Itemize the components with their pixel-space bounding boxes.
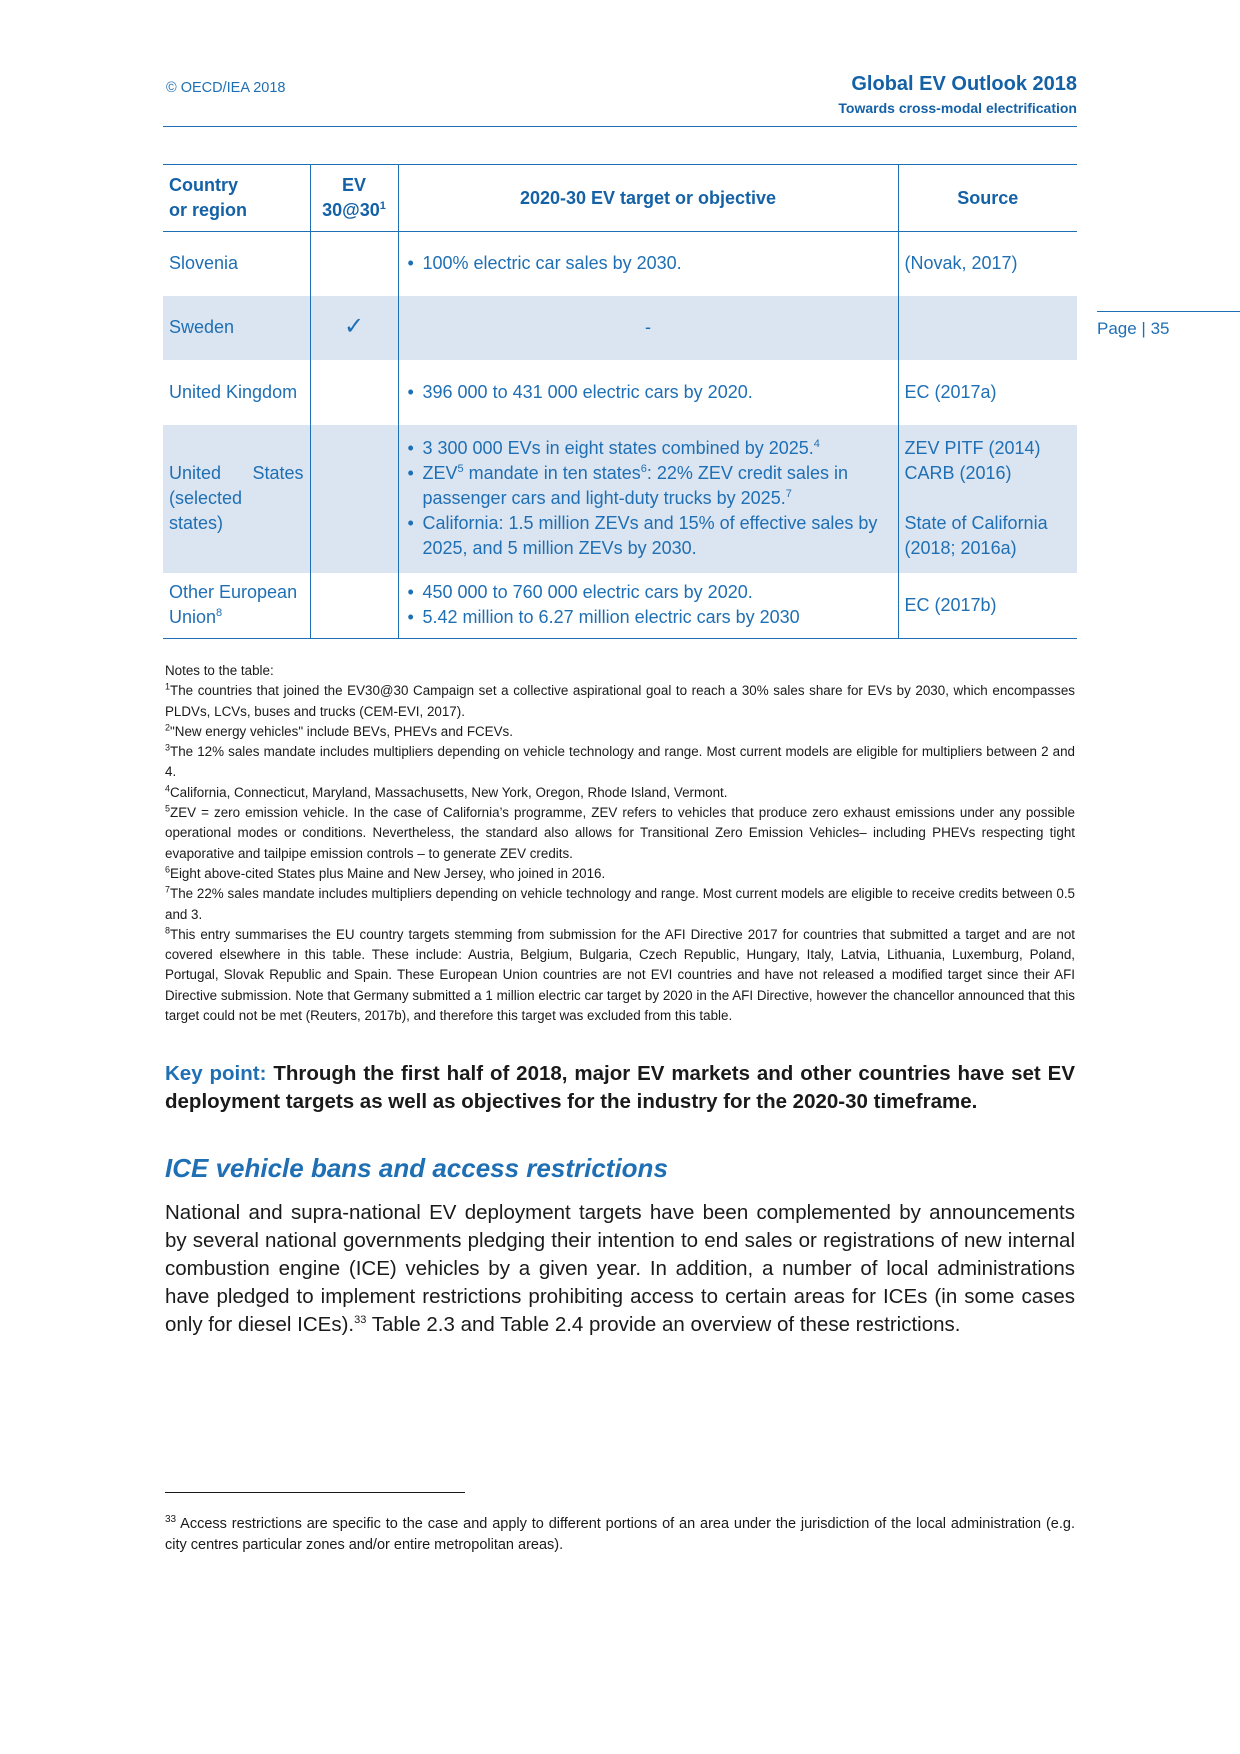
- target-cell: • 100% electric car sales by 2030.: [398, 232, 898, 296]
- header-source: Source: [898, 165, 1077, 232]
- country-cell: Sweden: [163, 296, 310, 360]
- table-row: [163, 296, 1077, 360]
- body-paragraph: National and supra-national EV deployment targets have been complemented by announcements by several national governments pledging their intention to end sales or registrations of new internal combustion engine (ICE) vehicles by a given year. In addition, a number of local administrations have pledged to implement restrictions prohibiting access to certain areas for ICEs (in some cases only for diesel ICEs).$^{33}$ Table 2.3 and Table 2.4 provide an overview of these restrictions.: [165, 1201, 1075, 1336]
- document-title: Global EV Outlook 2018: [851, 73, 1077, 95]
- target-cell: • 450 000 to 760 000 electric cars by 2020. • 5.42 million to 6.27 million electric cars by 2030: [398, 573, 898, 639]
- header-target: 2020-30 EV target or objective: [398, 165, 898, 232]
- note-item: $^1$The countries that joined the EV30@30 Campaign set a collective aspirational goal to reach a 30% sales share for EVs by 2030, which encompasses PLDVs, LCVs, buses and trucks (CEM-EVI, 2017).: [165, 681, 1075, 719]
- country-cell: Slovenia: [163, 232, 310, 296]
- target-cell: • 3 300 000 EVs in eight states combined by 2025.$^4$ • ZEV$^5$ mandate in ten states$^6$: 22% ZEV credit sales in passenger cars and light-duty trucks by 2025.$^7$ • California: 1.5 million ZEVs and 15% of effective sales by 2025, and 5 million ZEVs by 2030.: [398, 425, 898, 573]
- document-subtitle: Towards cross-modal electrification: [838, 100, 1077, 116]
- source-cell: (Novak, 2017): [898, 232, 1077, 296]
- note-item: $^3$The 12% sales mandate includes multipliers depending on vehicle technology and range. Most current models are eligible for multipliers between 2 and 4.: [165, 742, 1075, 780]
- table-row: [163, 573, 1077, 639]
- source-cell: [898, 296, 1077, 360]
- footnote: $^{33}$ Access restrictions are specific to the case and apply to different portions of an area under the jurisdiction of the local administration (e.g. city centres particular zones and/or entire metropolitan areas).: [165, 1514, 1075, 1553]
- header-country: Country or region: [163, 165, 310, 232]
- copyright-label: © OECD/IEA 2018: [166, 80, 286, 96]
- note-item: $^4$California, Connecticut, Maryland, Massachusetts, New York, Oregon, Rhode Island, Vermont.: [165, 783, 728, 800]
- note-item: $^8$This entry summarises the EU country targets stemming from submission for the AFI Directive 2017 for countries that submitted a target and are not covered elsewhere in this table. These include: Austria, Belgium, Bulgaria, Czech Republic, Hungary, Italy, Latvia, Lithuania, Luxemburg, Poland, Portugal, Slovak Republic and Spain. These European Union countries are not EVI countries and have not released a modified target since their AFI Directive submission. Note that Germany submitted a 1 million electric car target by 2020 in the AFI Directive, however the chancellor announced that this target could not be met (Reuters, 2017b), and therefore this target was excluded from this table.: [165, 925, 1075, 1024]
- ev3030-cell: [310, 360, 398, 425]
- table-row: [163, 425, 1077, 573]
- section-heading: ICE vehicle bans and access restrictions: [165, 1153, 668, 1183]
- footnote-ref[interactable]: 33: [354, 1314, 367, 1327]
- page-number: Page | 35: [1097, 319, 1170, 338]
- table-notes: [165, 661, 1075, 1026]
- header-ev3030: EV $30@30^1$: [310, 165, 398, 232]
- table-row: [163, 360, 1077, 425]
- check-icon: ✓: [343, 312, 365, 340]
- country-cell: Other European Union$^8$: [163, 573, 310, 639]
- page-number-divider: [1097, 311, 1240, 312]
- header-divider: [163, 126, 1077, 127]
- running-header: [838, 73, 1077, 116]
- note-item: $^2$"New energy vehicles" include BEVs, PHEVs and FCEVs.: [165, 722, 513, 739]
- target-cell: -: [398, 296, 898, 360]
- footnote-divider: [165, 1492, 465, 1493]
- ev-targets-table: [163, 164, 1077, 639]
- note-item: $^5$ZEV = zero emission vehicle. In the case of California’s programme, ZEV refers to vehicles that produce zero exhaust emissions under any possible operational modes or conditions. Nevertheless, the standard also allows for Transitional Zero Emission Vehicles– including PHEVs respecting tight evaporative and tailpipe emission controls – to generate ZEV credits.: [165, 803, 1075, 861]
- notes-title: Notes to the table:: [165, 663, 274, 678]
- note-item: $^6$Eight above-cited States plus Maine and New Jersey, who joined in 2016.: [165, 864, 606, 881]
- source-cell: EC (2017b): [898, 573, 1077, 639]
- ev3030-cell: [310, 573, 398, 639]
- source-cell: ZEV PITF (2014) CARB (2016) State of California (2018; 2016a): [898, 425, 1077, 573]
- ev3030-cell: [310, 425, 398, 573]
- table-row: [163, 232, 1077, 296]
- key-point: [165, 1060, 1075, 1116]
- target-cell: • 396 000 to 431 000 electric cars by 2020.: [398, 360, 898, 425]
- ev3030-cell: [310, 232, 398, 296]
- country-cell: United Kingdom: [163, 360, 310, 425]
- note-item: $^7$The 22% sales mandate includes multipliers depending on vehicle technology and range. Most current models are eligible to receive credits between 0.5 and 3.: [165, 884, 1075, 922]
- ev3030-cell: [310, 296, 398, 360]
- source-cell: EC (2017a): [904, 381, 997, 402]
- country-cell: United States (selected states): [163, 425, 310, 573]
- table-header-row: [163, 165, 1077, 232]
- key-point-text: Through the first half of 2018, major EV markets and other countries have set EV deployment targets as well as objectives for the industry for the 2020-30 timeframe.: [165, 1062, 1075, 1113]
- key-point-label: Key point:: [165, 1062, 267, 1085]
